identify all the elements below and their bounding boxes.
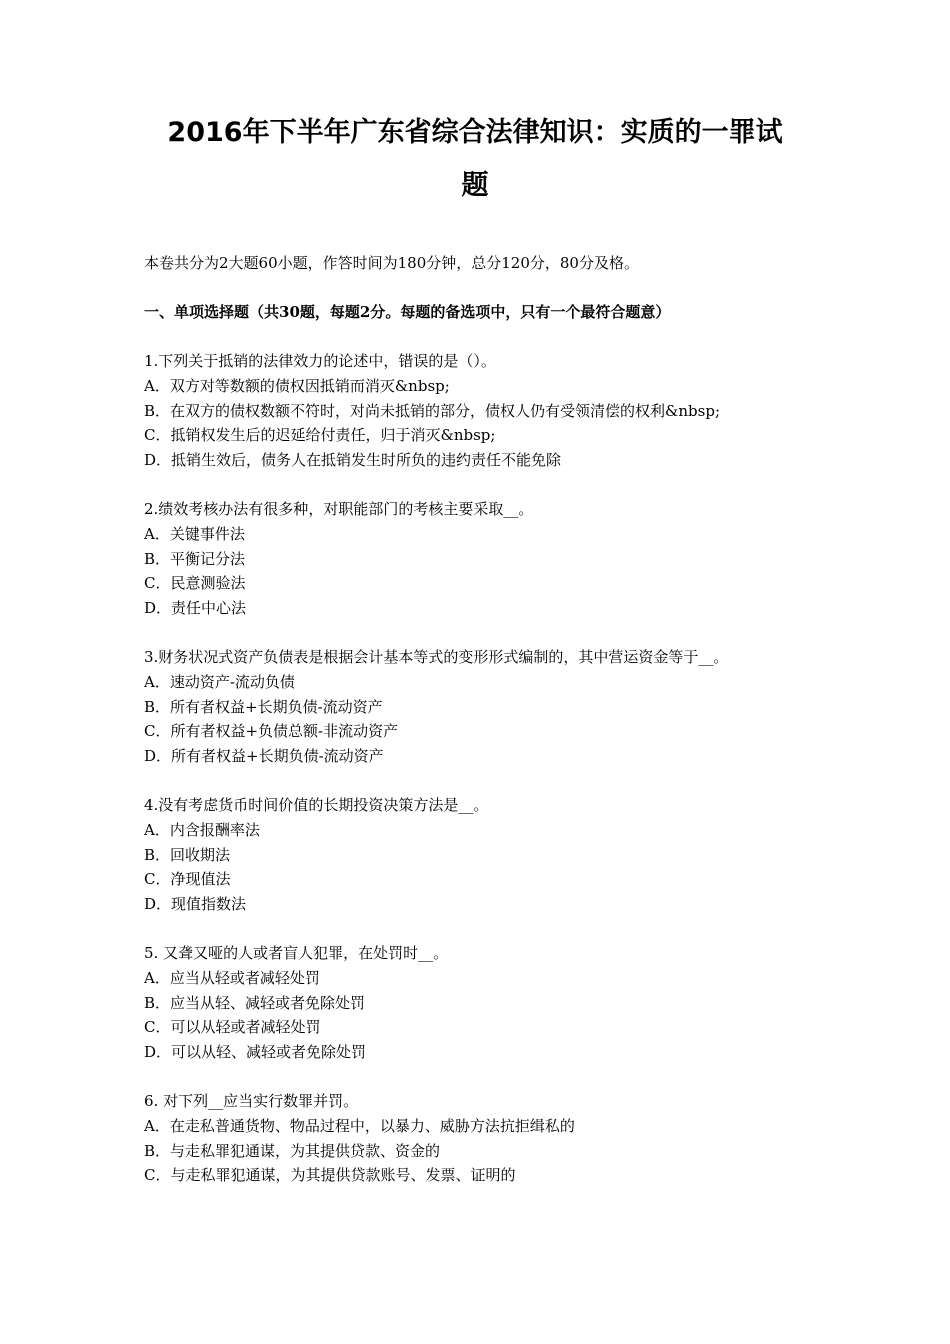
option-b: B．回收期法 bbox=[144, 845, 231, 864]
option-d: D．所有者权益+长期负债-流动资产 bbox=[144, 747, 384, 766]
option-a: A．内含报酬率法 bbox=[144, 820, 260, 839]
document-title-line-1: 2016年下半年广东省综合法律知识：实质的一罪试 bbox=[167, 117, 783, 148]
question-stem: 5. 又聋又哑的人或者盲人犯罪，在处罚时__。 bbox=[144, 943, 449, 962]
question-3 bbox=[144, 645, 824, 769]
question-stem: 2.绩效考核办法有很多种，对职能部门的考核主要采取__。 bbox=[144, 499, 534, 518]
option-d: D．抵销生效后，债务人在抵销发生时所负的违约责任不能免除 bbox=[144, 451, 562, 470]
option-d: D．责任中心法 bbox=[144, 599, 247, 618]
option-c: C．可以从轻或者减轻处罚 bbox=[144, 1018, 321, 1037]
option-c: C．与走私罪犯通谋，为其提供贷款账号、发票、证明的 bbox=[144, 1166, 516, 1185]
question-stem: 6. 对下列__应当实行数罪并罚。 bbox=[144, 1091, 359, 1110]
option-b: B．在双方的债权数额不符时，对尚未抵销的部分，债权人仍有受领清偿的权利&nbsp; bbox=[144, 401, 720, 420]
question-stem: 1.下列关于抵销的法律效力的论述中，错误的是（）。 bbox=[144, 352, 496, 370]
option-a: A．关键事件法 bbox=[144, 524, 245, 543]
option-b: B．应当从轻、减轻或者免除处罚 bbox=[144, 993, 366, 1012]
option-c: C．民意测验法 bbox=[144, 574, 246, 593]
question-6 bbox=[144, 1089, 824, 1188]
option-b: B．所有者权益+长期负债-流动资产 bbox=[144, 697, 383, 716]
option-a: A．在走私普通货物、物品过程中，以暴力、威胁方法抗拒缉私的 bbox=[144, 1116, 575, 1135]
question-stem: 4.没有考虑货币时间价值的长期投资决策方法是__。 bbox=[144, 795, 489, 814]
exam-intro: 本卷共分为2大题60小题，作答时间为180分钟，总分120分，80分及格。 bbox=[144, 254, 639, 272]
option-c: C．抵销权发生后的迟延给付责任，归于消灭&nbsp; bbox=[144, 426, 496, 445]
option-c: C．净现值法 bbox=[144, 870, 231, 889]
option-d: D．可以从轻、减轻或者免除处罚 bbox=[144, 1043, 367, 1062]
option-b: B．平衡记分法 bbox=[144, 549, 246, 568]
question-2 bbox=[144, 497, 824, 621]
option-a: A．速动资产-流动负债 bbox=[144, 672, 295, 691]
option-b: B．与走私罪犯通谋，为其提供贷款、资金的 bbox=[144, 1141, 441, 1160]
option-c: C．所有者权益+负债总额-非流动资产 bbox=[144, 722, 399, 741]
option-a: A．双方对等数额的债权因抵销而消灭&nbsp; bbox=[144, 376, 450, 395]
question-5 bbox=[144, 941, 824, 1065]
section-heading: 一、单项选择题（共30题，每题2分。每题的备选项中，只有一个最符合题意） bbox=[144, 303, 671, 321]
document-body bbox=[144, 251, 824, 1188]
option-a: A．应当从轻或者减轻处罚 bbox=[144, 968, 320, 987]
document-title-line-2: 题 bbox=[461, 170, 489, 201]
question-stem: 3.财务状况式资产负债表是根据会计基本等式的变形形式编制的，其中营运资金等于__。 bbox=[144, 647, 729, 666]
question-1 bbox=[144, 349, 824, 473]
option-d: D．现值指数法 bbox=[144, 895, 247, 914]
question-4 bbox=[144, 793, 824, 917]
